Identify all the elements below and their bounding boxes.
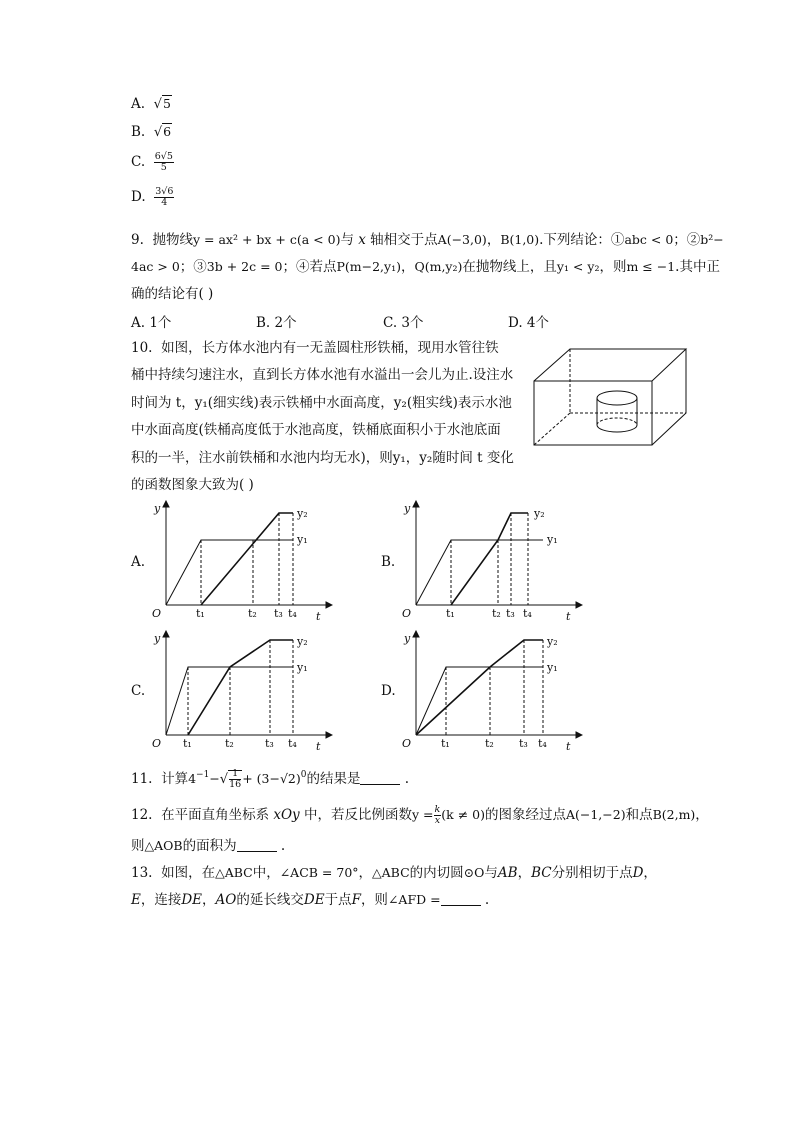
graph-a-tick-t1: t₁ — [196, 607, 205, 620]
q10-line-1: 10. 如图，长方体水池内有一无盖圆柱形铁桶，现用水管往铁 — [131, 340, 499, 356]
q10-option-b: B. — [381, 554, 396, 570]
graph-c-tick-t2: t₂ — [225, 737, 234, 750]
graph-b-origin: O — [402, 607, 412, 620]
graph-b-tick-t3: t₃ — [506, 607, 515, 620]
q10-line-3: 时间为 t，y₁(细实线)表示铁桶中水面高度，y₂(粗实线)表示水池 — [131, 395, 512, 411]
q11-line: 11. 计算$4^{-1}-√$ $\frac{1}{16}$ + $(3-√2)^0$的结果是 . — [131, 768, 410, 790]
graph-a-origin: O — [152, 607, 162, 620]
graph-d-tick-t4: t₄ — [538, 737, 547, 750]
q12-line-2: 则△AOB的面积为 . — [131, 838, 286, 854]
graph-a-tick-t3: t₃ — [274, 607, 283, 620]
graph-d-origin: O — [402, 737, 412, 750]
graph-a-tick-t4: t₄ — [288, 607, 297, 620]
q9-option-b: B. 2个 — [256, 315, 297, 331]
graph-c-y1-label: y₁ — [297, 661, 308, 674]
graph-b-tick-t4: t₄ — [523, 607, 532, 620]
graph-b-y-axis-label: y — [404, 502, 411, 515]
q10-line-2: 桶中持续匀速注水，直到长方体水池有水溢出一会儿为止.设注水 — [131, 367, 514, 383]
graph-c-y2-label: y₂ — [297, 635, 308, 648]
q10-option-c: C. — [131, 683, 146, 699]
graph-b-t-axis-label: t — [566, 610, 571, 621]
q12-line-1: 12. 在平面直角坐标系 xOy 中，若反比例函数y = $\frac{k}{x}$ (k ≠ 0)的图象经过点A(−1,−2)和点B(2,m)， — [131, 804, 709, 826]
q9-line-3: 确的结论有( ) — [131, 286, 214, 302]
graph-a-t-axis-label: t — [316, 610, 321, 621]
graph-d-tick-t3: t₃ — [519, 737, 528, 750]
tank-with-bucket-figure — [530, 345, 690, 450]
q11-answer-blank — [360, 772, 400, 785]
q9-line-1: 9. 抛物线y = ax² + bx + c(a < 0)与 x 轴相交于点A(−3,0)，B(1,0).下列结论：①abc < 0；②b²− — [131, 232, 724, 248]
graph-c-tick-t3: t₃ — [265, 737, 274, 750]
graph-c-t-axis-label: t — [316, 740, 321, 751]
graph-c — [148, 627, 333, 751]
graph-a-y2-label: y₂ — [297, 507, 308, 520]
q9-option-c: C. 3个 — [383, 315, 424, 331]
graph-d-y2-label: y₂ — [547, 635, 558, 648]
q10-option-d: D. — [381, 683, 396, 699]
graph-d-tick-t2: t₂ — [485, 737, 494, 750]
q13-answer-blank — [441, 893, 481, 906]
graph-a-y-axis-label: y — [154, 502, 161, 515]
q8-option-c: C. $\frac{6√5}{5}$ — [131, 151, 173, 173]
graph-c-tick-t4: t₄ — [288, 737, 297, 750]
q13-line-1: 13. 如图，在△ABC中，∠ACB = 70°，△ABC的内切圆⊙O与AB，BC分别相切于点D， — [131, 865, 657, 881]
graph-d-t-axis-label: t — [566, 740, 571, 751]
graph-a-tick-t2: t₂ — [248, 607, 257, 620]
q10-line-5: 积的一半，注水前铁桶和水池内均无水)，则y₁，y₂随时间 t 变化 — [131, 450, 514, 466]
graph-b-tick-t2: t₂ — [492, 607, 501, 620]
q8-option-d: D. $\frac{3√6}{4}$ — [131, 186, 174, 208]
graph-a — [148, 497, 333, 621]
q13-line-2: E，连接DE，AO的延长线交DE于点F，则∠AFD = . — [131, 892, 490, 908]
graph-c-y-axis-label: y — [154, 632, 161, 645]
graph-b-y2-label: y₂ — [534, 507, 545, 520]
q9-line-2: 4ac > 0；③3b + 2c = 0；④若点P(m−2,y₁)，Q(m,y₂)在抛物线上，且y₁ < y₂，则m ≤ −1.其中正 — [131, 259, 720, 275]
graph-c-origin: O — [152, 737, 162, 750]
q9-option-a: A. 1个 — [131, 315, 172, 331]
graph-d-tick-t1: t₁ — [441, 737, 450, 750]
graph-c-tick-t1: t₁ — [183, 737, 192, 750]
graph-b — [398, 497, 583, 621]
q10-line-6: 的函数图象大致为( ) — [131, 477, 254, 493]
graph-d-y1-label: y₁ — [547, 661, 558, 674]
q9-option-d: D. 4个 — [508, 315, 550, 331]
q12-answer-blank — [237, 839, 277, 852]
graph-a-y1-label: y₁ — [297, 533, 308, 546]
graph-b-tick-t1: t₁ — [446, 607, 455, 620]
graph-d-y-axis-label: y — [404, 632, 411, 645]
q8-option-a: A. √5 — [131, 96, 171, 112]
graph-b-y1-label: y₁ — [547, 533, 558, 546]
q8-option-b: B. √6 — [131, 124, 172, 140]
graph-d — [398, 627, 583, 751]
q10-option-a: A. — [131, 554, 146, 570]
q10-line-4: 中水面高度(铁桶高度低于水池高度，铁桶底面积小于水池底面 — [131, 422, 501, 438]
